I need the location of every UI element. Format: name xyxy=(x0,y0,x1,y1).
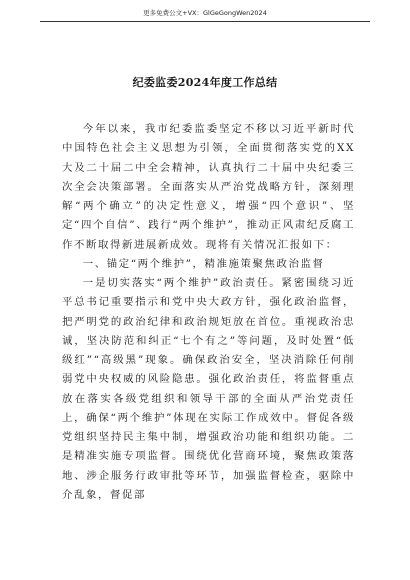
paragraph-section-1: 一是切实落实“两个维护”政治责任。紧密围绕习近平总书记重要指示和党中央大政方针，强化政治监督，把严明党的政治纪律和政治规矩放在首位。重视政治忠诚，坚决防范和纠正“七个有之”等问题，及时处置“低级红”“高级黑”现象。确保政治安全，坚决消除任何削弱党中央权威的风险隐患。强化政治责任，将监督重点放在落实各级党组织和领导干部的全面从严治党责任上，确保“两个维护”体现在实际工作成效中。督促各级党组织坚持民主集中制，增强政治功能和组织功能。二是精准实施专项监督。围绕优化营商环境，聚焦政策落地、涉企服务行政审批等环节，加强监督检查，驱除中介乱象，督促部 xyxy=(62,277,355,501)
paragraph-intro: 今年以来，我市纪委监委坚定不移以习近平新时代中国特色社会主义思想为引领，全面贯彻落实党的XX大及二十届二中全会精神，认真执行二十届中央纪委三次全会决策部署。全面落实从严治党战略方针，深刻理解“两个确立”的决定性意义，增强“四个意识”、坚定“四个自信”、践行“两个维护”，推动正风肃纪反腐工作不断取得新进展新成效。现将有关情况汇报如下： xyxy=(62,123,355,251)
document-body xyxy=(62,120,355,505)
section-heading-1: 一、锚定“两个维护”，精准施策聚焦政治监督 xyxy=(82,257,325,270)
document-title: 纪委监委2024年度工作总结 xyxy=(132,76,278,89)
header-divider xyxy=(40,21,370,22)
document-header-banner: 更多免费公文+VX：GlGeGongWen2024 xyxy=(143,9,267,17)
